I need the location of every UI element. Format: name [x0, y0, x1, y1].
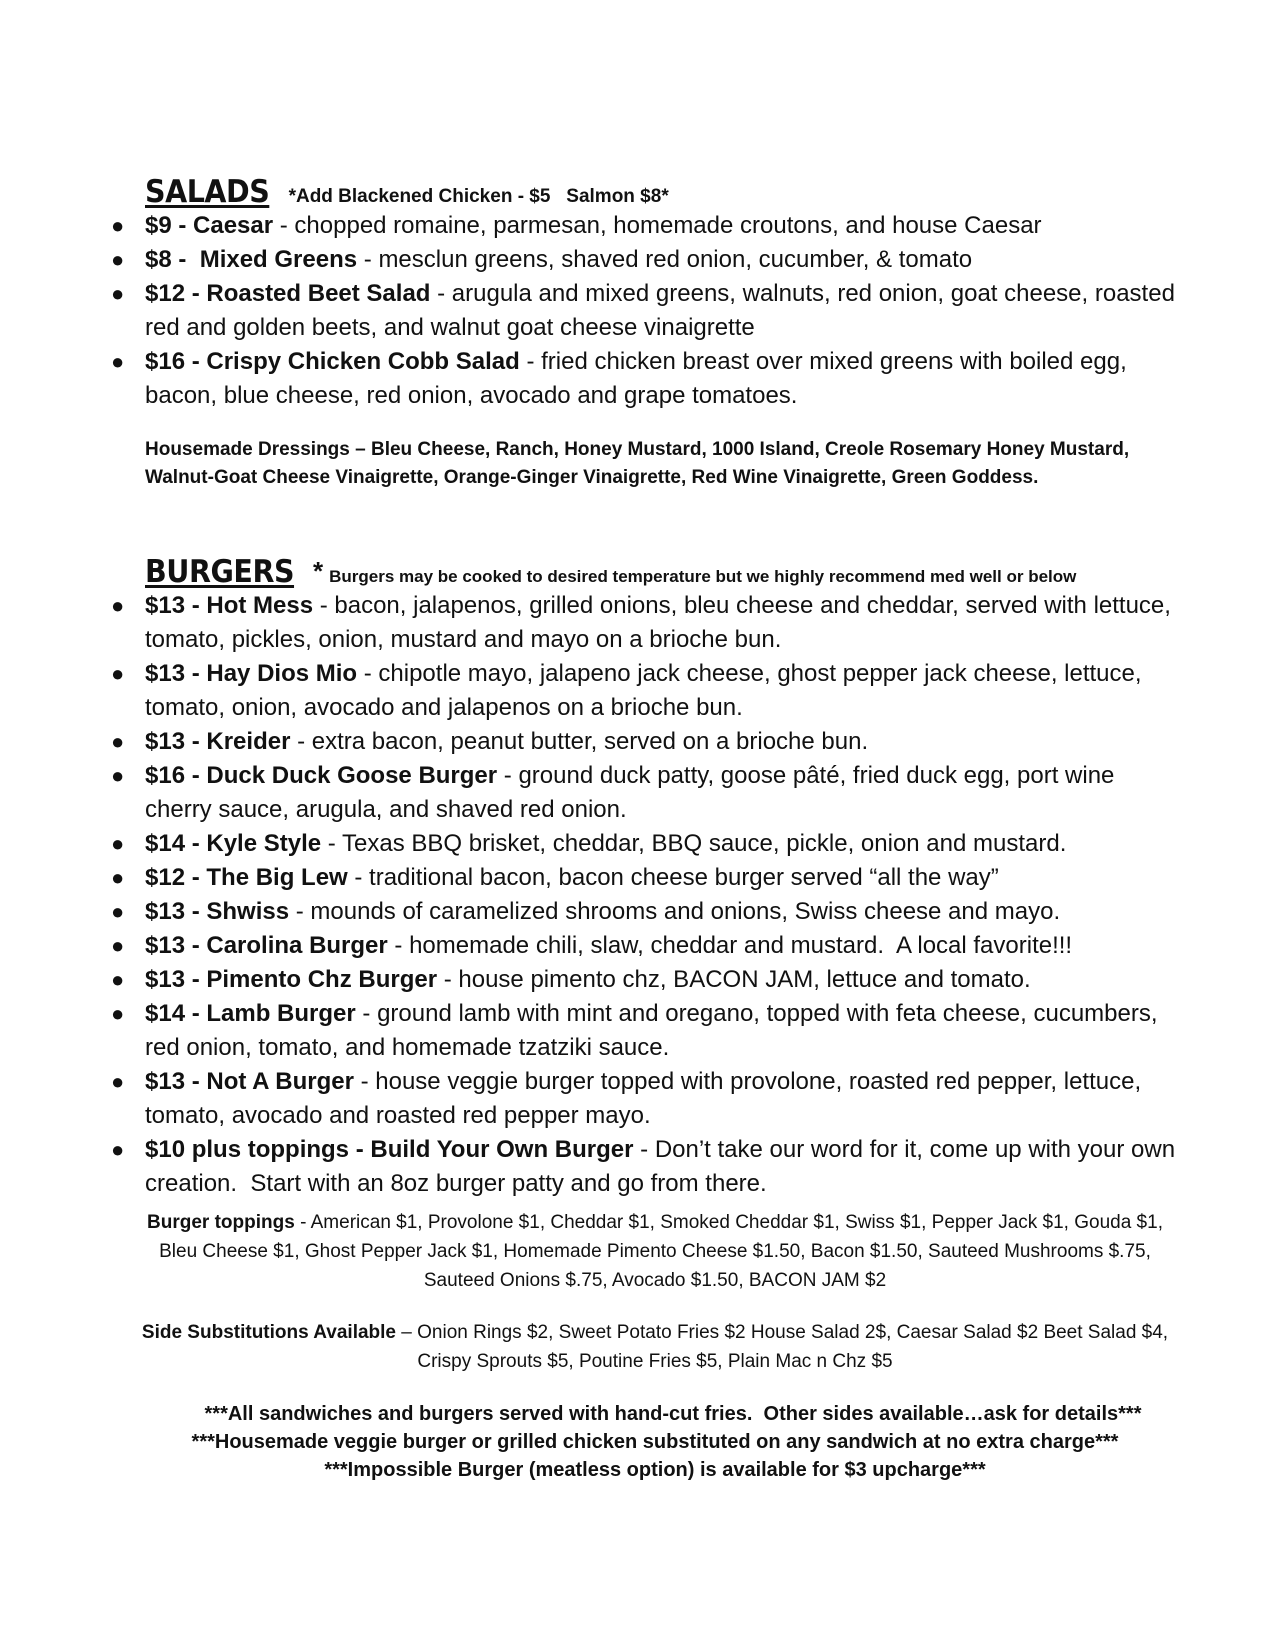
list-item: ● $16 - Duck Duck Goose Burger - ground duck patty, goose pâté, fried duck egg, port wine cherry sauce, arugula, and shaved red onion.: [105, 759, 1185, 827]
bullet-icon: ●: [111, 349, 125, 374]
footer-line-fries: ***All sandwiches and burgers served with hand-cut fries. Other sides available…ask for details***: [204, 1403, 1142, 1425]
burgers-star: *: [313, 556, 324, 586]
footer-line-veggie: ***Housemade veggie burger or grilled chicken substituted on any sandwich at no extra charge***: [191, 1431, 1119, 1453]
bullet-icon: ●: [111, 247, 125, 272]
list-item: ● $9 - Caesar - chopped romaine, parmesan, homemade croutons, and house Caesar: [105, 209, 1185, 243]
footer-line-impossible: ***Impossible Burger (meatless option) is available for $3 upcharge***: [324, 1459, 986, 1481]
burgers-title: BURGERS: [145, 554, 295, 590]
list-item: ● $10 plus toppings - Build Your Own Burger - Don’t take our word for it, come up with your own creation. Start with an 8oz burger patty and go from there.: [105, 1133, 1185, 1201]
side-substitutions-label: Side Substitutions Available: [141, 1322, 396, 1343]
list-item: ● $13 - Not A Burger - house veggie burger topped with provolone, roasted red pepper, lettuce, tomato, avocado and roasted red pepper mayo.: [105, 1065, 1185, 1133]
bullet-icon: ●: [111, 763, 125, 788]
list-item: ● $13 - Hay Dios Mio - chipotle mayo, jalapeno jack cheese, ghost pepper jack cheese, lettuce, tomato, onion, avocado and jalapenos on a brioche bun.: [105, 657, 1185, 725]
bullet-icon: ●: [111, 729, 125, 754]
list-item: ● $16 - Crispy Chicken Cobb Salad - fried chicken breast over mixed greens with boiled egg, bacon, blue cheese, red onion, avocado and grape tomatoes.: [105, 345, 1185, 413]
bullet-icon: ●: [111, 933, 125, 958]
bullet-icon: ●: [111, 831, 125, 856]
bullet-icon: ●: [111, 593, 125, 618]
list-item: ● $14 - Lamb Burger - ground lamb with mint and oregano, topped with feta cheese, cucumbers, red onion, tomato, and homemade tzatziki sauce.: [105, 997, 1185, 1065]
bullet-icon: ●: [111, 899, 125, 924]
salads-list: [105, 209, 1185, 413]
bullet-icon: ●: [111, 1001, 125, 1026]
list-item: ● $13 - Pimento Chz Burger - house pimento chz, BACON JAM, lettuce and tomato.: [105, 963, 1185, 997]
burgers-heading: [145, 554, 1076, 590]
list-item: ● $13 - Hot Mess - bacon, jalapenos, grilled onions, bleu cheese and cheddar, served with lettuce, tomato, pickles, onion, mustard and mayo on a brioche bun.: [105, 589, 1185, 657]
salads-heading: [145, 174, 669, 210]
bullet-icon: ●: [111, 213, 125, 238]
burger-toppings-note: [130, 1208, 1180, 1295]
burger-toppings-label: Burger toppings: [147, 1212, 295, 1233]
side-substitutions-text: – Onion Rings $2, Sweet Potato Fries $2 House Salad 2$, Caesar Salad $2 Beet Salad $4, Crispy Sprouts $5, Poutine Fries $5, Plain Mac n Chz $5: [396, 1322, 1169, 1372]
bullet-icon: ●: [111, 1137, 125, 1162]
burger-toppings-text: - American $1, Provolone $1, Cheddar $1, Smoked Cheddar $1, Swiss $1, Pepper Jack $1, Gouda $1, Bleu Cheese $1, Ghost Pepper Jack $1, Homemade Pimento Cheese $1.50, Bacon $1.50, Sauteed Mushrooms $.75, Sauteed Onions $.75, Avocado $1.50, BACON JAM $2: [159, 1212, 1163, 1291]
footer-notes: [130, 1400, 1180, 1484]
list-item: ● $8 - Mixed Greens - mesclun greens, shaved red onion, cucumber, & tomato: [105, 243, 1185, 277]
bullet-icon: ●: [111, 1069, 125, 1094]
list-item: ● $13 - Kreider - extra bacon, peanut butter, served on a brioche bun.: [105, 725, 1185, 759]
salads-title: SALADS: [145, 174, 270, 210]
burgers-temperature-note: Burgers may be cooked to desired temperature but we highly recommend med well or below: [329, 567, 1077, 586]
list-item: ● $13 - Carolina Burger - homemade chili, slaw, cheddar and mustard. A local favorite!!!: [105, 929, 1185, 963]
bullet-icon: ●: [111, 967, 125, 992]
bullet-icon: ●: [111, 281, 125, 306]
list-item: ● $13 - Shwiss - mounds of caramelized shrooms and onions, Swiss cheese and mayo.: [105, 895, 1185, 929]
dressings-note: Housemade Dressings – Bleu Cheese, Ranch, Honey Mustard, 1000 Island, Creole Rosemary Honey Mustard, Walnut-Goat Cheese Vinaigrette, Orange-Ginger Vinaigrette, Red Wine Vinaigrette, Green Goddess.: [145, 439, 1130, 488]
bullet-icon: ●: [111, 661, 125, 686]
salads-addon-note: *Add Blackened Chicken - $5 Salmon $8*: [288, 186, 669, 207]
bullet-icon: ●: [111, 865, 125, 890]
list-item: ● $12 - The Big Lew - traditional bacon, bacon cheese burger served “all the way”: [105, 861, 1185, 895]
list-item: ● $12 - Roasted Beet Salad - arugula and mixed greens, walnuts, red onion, goat cheese, roasted red and golden beets, and walnut goat cheese vinaigrette: [105, 277, 1185, 345]
burgers-list: [105, 589, 1185, 1201]
list-item: ● $14 - Kyle Style - Texas BBQ brisket, cheddar, BBQ sauce, pickle, onion and mustard.: [105, 827, 1185, 861]
side-substitutions-note: [130, 1318, 1180, 1376]
